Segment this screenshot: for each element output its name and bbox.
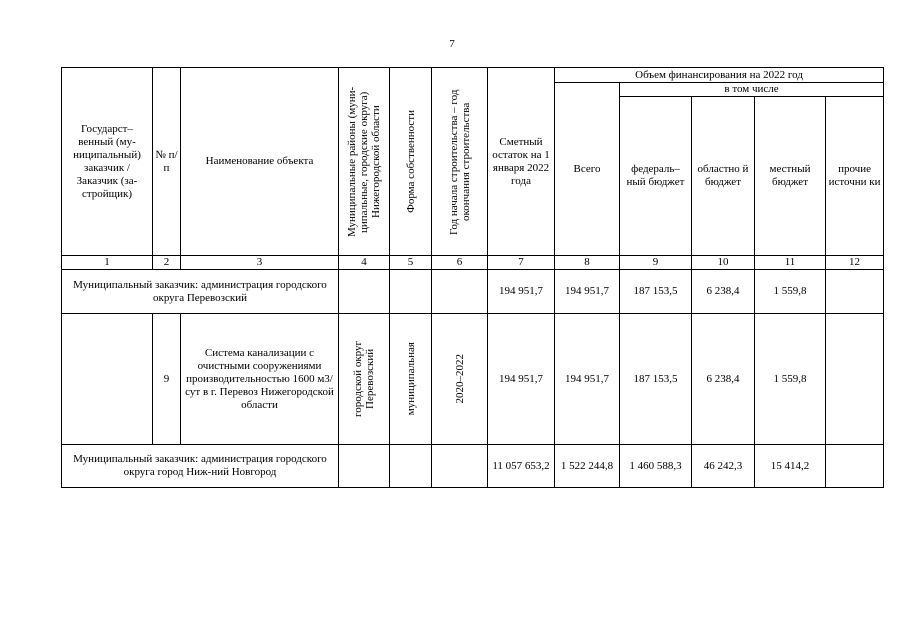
- column-number: 4: [339, 256, 390, 270]
- object-name: Система канализации с очистными сооружениями производительностью 1600 м3/сут в г. Перевоз Нижегородской области: [181, 314, 339, 445]
- regional-value: 46 242,3: [692, 445, 755, 488]
- customer-label: Муниципальный заказчик: администрация городского округа Перевозский: [62, 270, 339, 314]
- other-value: [826, 445, 884, 488]
- header-object-name: Наименование объекта: [181, 68, 339, 256]
- total-value: 194 951,7: [555, 314, 620, 445]
- column-number: 2: [153, 256, 181, 270]
- empty-cell: [339, 445, 390, 488]
- object-ownership: [390, 314, 432, 445]
- column-number-row: [62, 256, 884, 270]
- customer-label: Муниципальный заказчик: администрация городского округа город Ниж-ний Новгород: [62, 445, 339, 488]
- total-value: 194 951,7: [555, 270, 620, 314]
- header-total: Всего: [555, 83, 620, 256]
- header-local-budget: местный бюджет: [755, 97, 826, 256]
- header-districts-text: Муниципальные районы (муни-ципальные, городские округа) Нижегородской области: [346, 86, 382, 237]
- header-number: № п/п: [153, 68, 181, 256]
- header-years: [432, 68, 488, 256]
- header-funding-group: Объем финансирования на 2022 год: [555, 68, 884, 83]
- object-ownership-text: муниципальная: [404, 342, 417, 416]
- empty-cell: [390, 270, 432, 314]
- object-district: [339, 314, 390, 445]
- regional-value: 6 238,4: [692, 270, 755, 314]
- header-ownership: [390, 68, 432, 256]
- column-number: 3: [181, 256, 339, 270]
- header-regional-budget: областно й бюджет: [692, 97, 755, 256]
- other-value: [826, 314, 884, 445]
- empty-cell: [432, 270, 488, 314]
- local-value: 1 559,8: [755, 314, 826, 445]
- header-including-group: в том числе: [620, 83, 884, 97]
- column-number: 6: [432, 256, 488, 270]
- object-years: [432, 314, 488, 445]
- header-ownership-text: Форма собственности: [404, 110, 417, 213]
- remaining-estimate-value: 11 057 653,2: [488, 445, 555, 488]
- remaining-estimate-value: 194 951,7: [488, 270, 555, 314]
- header-years-text: Год начала строительства – год окончания строительства: [447, 88, 472, 235]
- federal-value: 187 153,5: [620, 270, 692, 314]
- regional-value: 6 238,4: [692, 314, 755, 445]
- header-other-sources: прочие источни ки: [826, 97, 884, 256]
- table-row-object-9: [62, 314, 884, 445]
- federal-value: 187 153,5: [620, 314, 692, 445]
- header-remaining-estimate: Сметный остаток на 1 января 2022 года: [488, 68, 555, 256]
- object-years-text: 2020–2022: [453, 354, 466, 404]
- column-number: 10: [692, 256, 755, 270]
- column-number: 12: [826, 256, 884, 270]
- table-row-customer-perevoz: [62, 270, 884, 314]
- table-row-customer-nn: [62, 445, 884, 488]
- empty-cell: [62, 314, 153, 445]
- column-number: 1: [62, 256, 153, 270]
- column-number: 5: [390, 256, 432, 270]
- federal-value: 1 460 588,3: [620, 445, 692, 488]
- column-number: 8: [555, 256, 620, 270]
- page-number: 7: [449, 38, 455, 50]
- empty-cell: [390, 445, 432, 488]
- other-value: [826, 270, 884, 314]
- header-districts: [339, 68, 390, 256]
- financing-table: [61, 67, 884, 488]
- empty-cell: [432, 445, 488, 488]
- remaining-estimate-value: 194 951,7: [488, 314, 555, 445]
- header-customer: Государст–венный (му-ниципальный) заказчик / Заказчик (за-стройщик): [62, 68, 153, 256]
- header-federal-budget: федераль–ный бюджет: [620, 97, 692, 256]
- local-value: 15 414,2: [755, 445, 826, 488]
- column-number: 7: [488, 256, 555, 270]
- object-district-text: городской округ Перевозский: [352, 340, 376, 418]
- column-number: 9: [620, 256, 692, 270]
- total-value: 1 522 244,8: [555, 445, 620, 488]
- object-number: 9: [153, 314, 181, 445]
- empty-cell: [339, 270, 390, 314]
- column-number: 11: [755, 256, 826, 270]
- local-value: 1 559,8: [755, 270, 826, 314]
